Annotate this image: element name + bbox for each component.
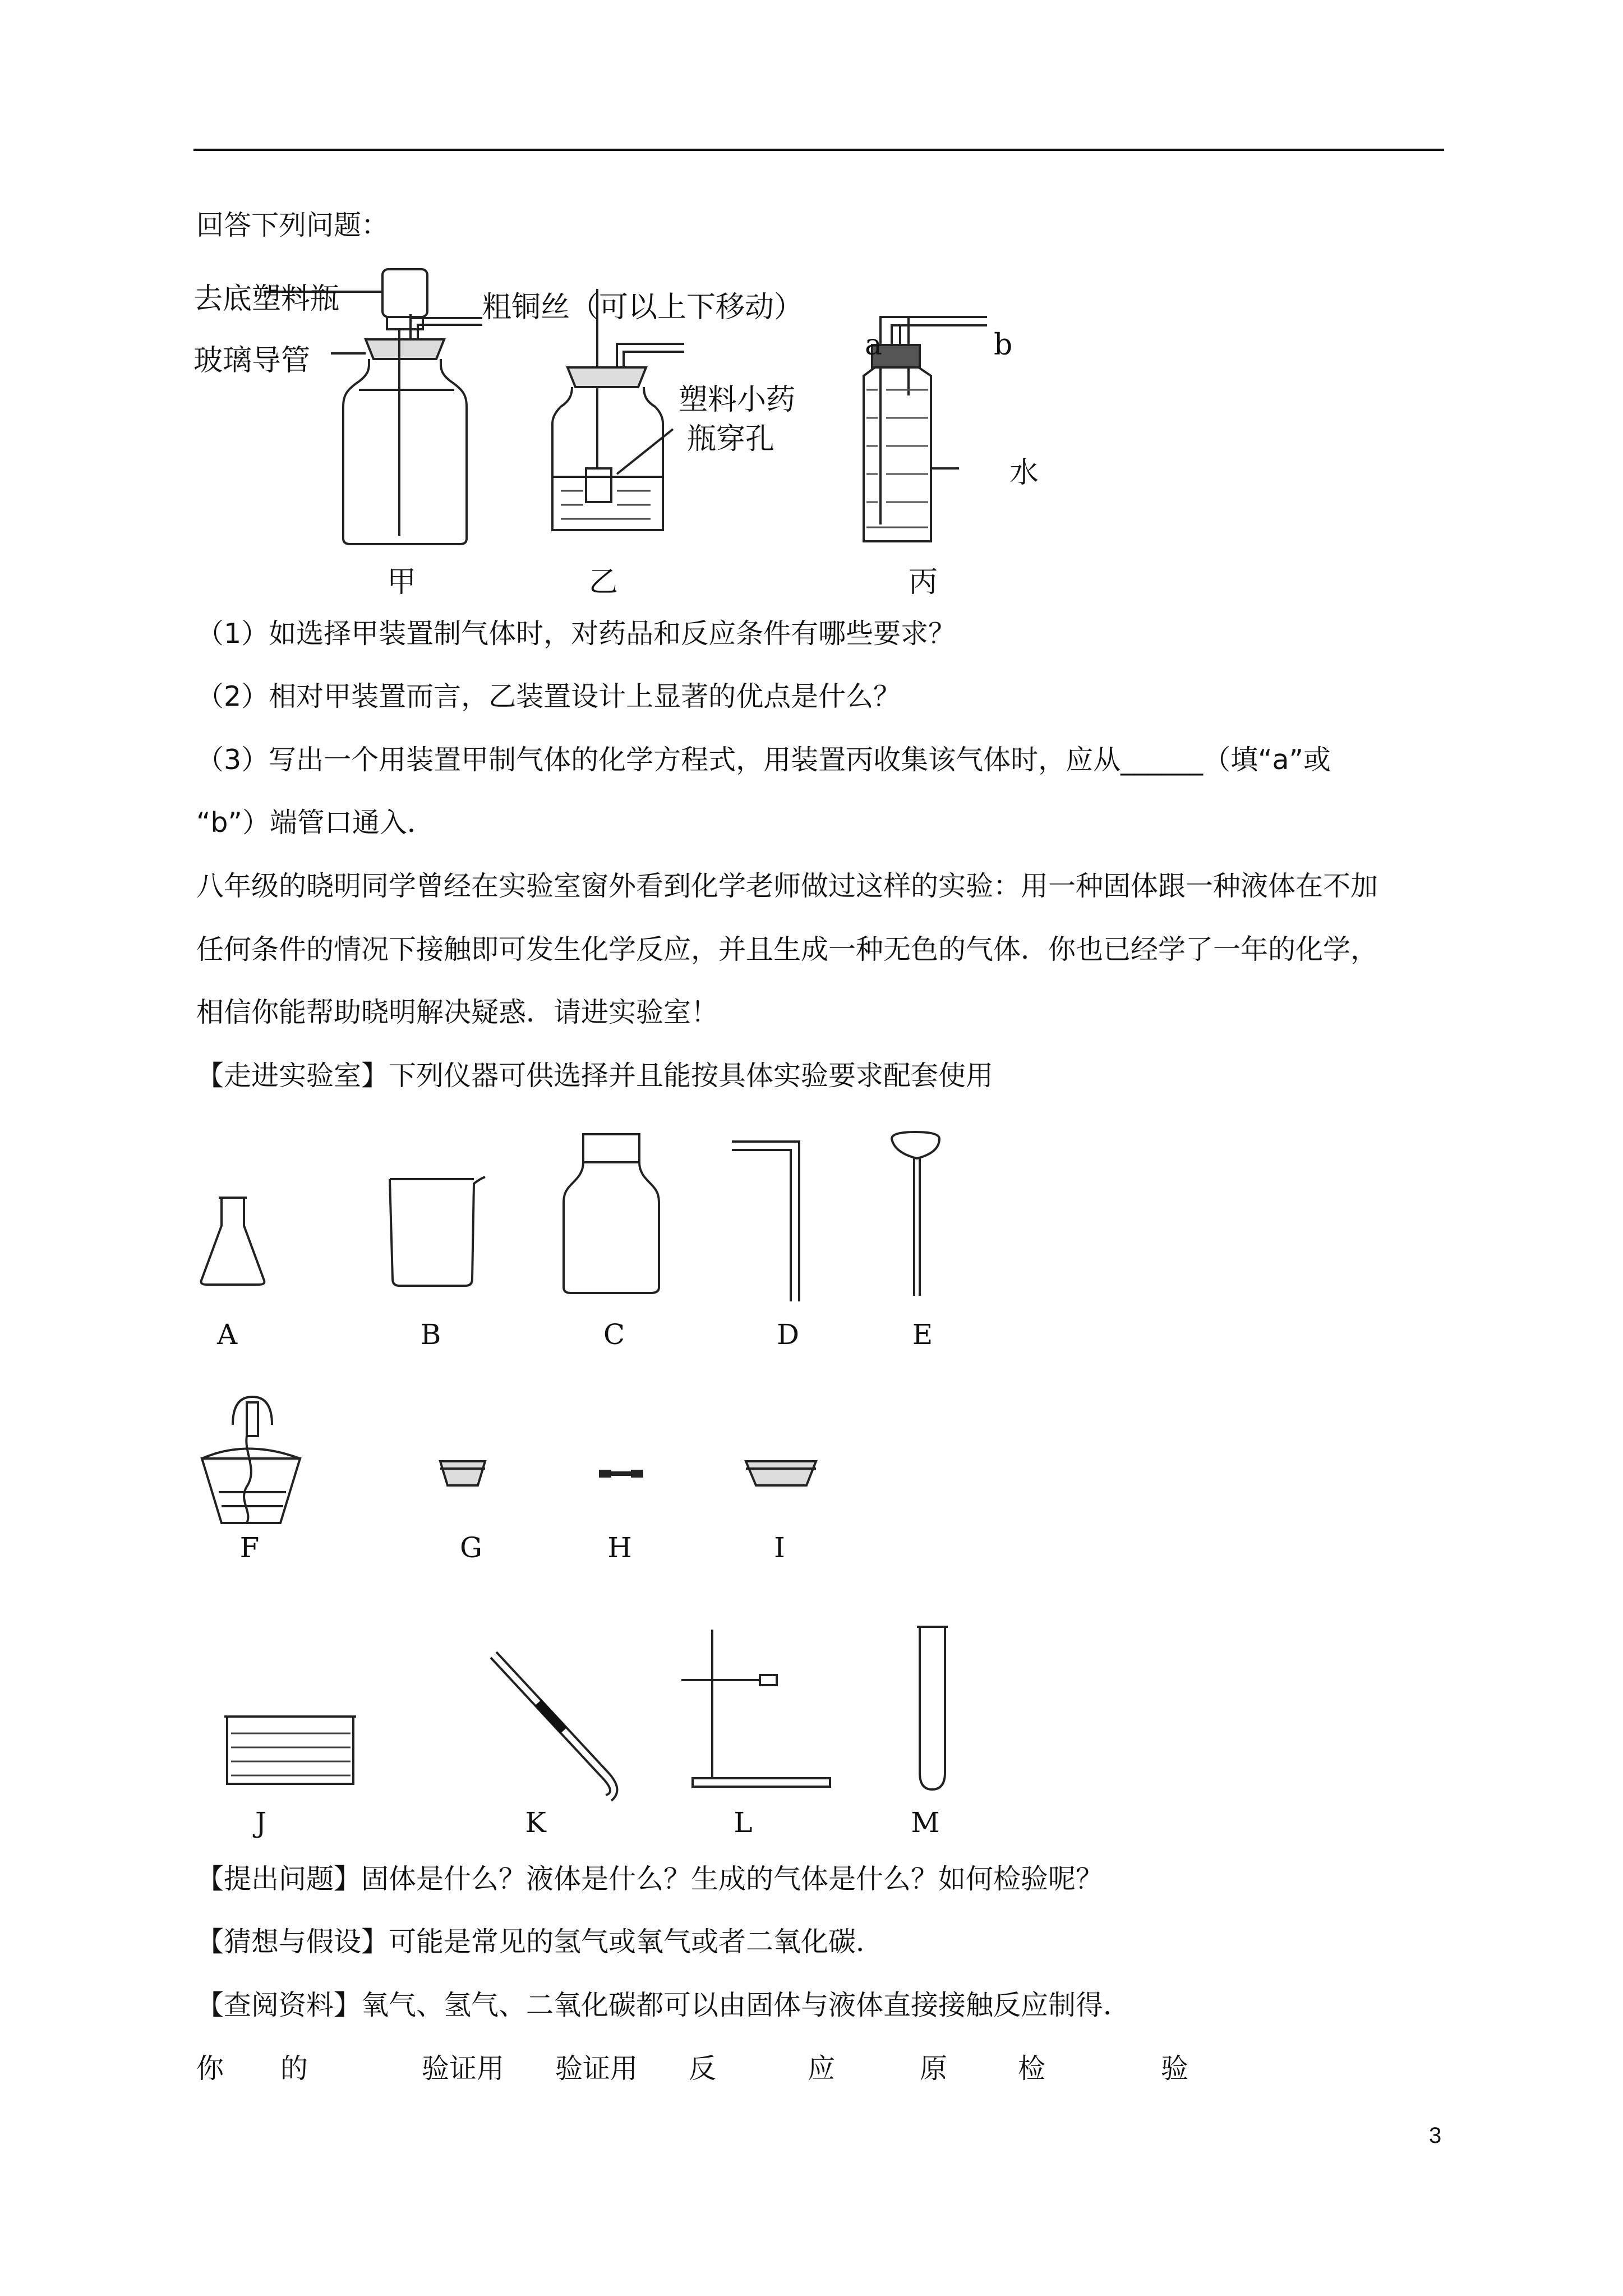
letter-b: B [420, 1318, 441, 1351]
letter-m: M [911, 1806, 940, 1839]
caption-jia: 甲 [387, 565, 417, 599]
apparatus-row-3 [191, 1616, 1032, 1818]
long-neck-funnel [892, 1132, 939, 1158]
apparatus-row-1 [191, 1128, 976, 1313]
caption-bing: 丙 [909, 565, 938, 599]
section-research: 【查阅资料】氧气、氢气、二氧化碳都可以由固体与液体直接接触反应制得． [196, 1989, 1131, 2021]
question-1: （1）如选择甲装置制气体时，对药品和反应条件有哪些要求？ [196, 618, 956, 650]
conical-flask [201, 1198, 265, 1285]
letter-g: G [460, 1531, 482, 1564]
letter-i: I [774, 1531, 785, 1564]
table-header-cell: 的 [280, 2053, 308, 2085]
caption-yi: 乙 [589, 565, 619, 599]
apparatus-row-2 [191, 1391, 864, 1537]
delivery-tube [491, 1658, 610, 1795]
letter-l: L [734, 1806, 753, 1839]
letter-a: A [216, 1318, 238, 1351]
lamp-handle [233, 1397, 272, 1425]
flask-yi [552, 387, 663, 530]
paragraph-line-1: 八年级的晓明同学曾经在实验室窗外看到化学老师做过这样的实验：用一种固体跟一种液体在不加 [196, 870, 1378, 902]
rubber-stopper-small [440, 1461, 485, 1485]
perforated-vial [586, 468, 611, 502]
table-header-cell: 你 [196, 2053, 224, 2085]
flask-jia [343, 359, 467, 544]
header-rule [193, 149, 1444, 151]
question-3: （3）写出一个用装置甲制气体的化学方程式，用装置丙收集该气体时，应从______（填“a”或 [196, 744, 1331, 776]
label-plastic-bottle: 去底塑料瓶 [193, 282, 340, 316]
label-copper-wire: 粗铜丝（可以上下移动） [482, 291, 804, 324]
letter-h: H [607, 1531, 632, 1564]
label-vial-1: 塑料小药 [679, 383, 796, 417]
section-question: 【提出问题】固体是什么？液体是什么？生成的气体是什么？如何检验呢？ [196, 1863, 1104, 1895]
paragraph-line-3: 相信你能帮助晓明解决疑惑．请进实验室！ [196, 996, 719, 1028]
stopper-yi [568, 367, 646, 387]
question-3-cont: “b”）端管口通入． [196, 807, 435, 839]
letter-k: K [525, 1806, 546, 1839]
table-header-cell: 验 [1161, 2053, 1189, 2085]
table-header-cell: 反 [689, 2053, 717, 2085]
plastic-bottle-top [382, 269, 427, 317]
label-water: 水 [1009, 456, 1039, 490]
paragraph-line-2: 任何条件的情况下接触即可发生化学反应，并且生成一种无色的气体．你也已经学了一年的化学， [196, 933, 1378, 965]
page-number: 3 [1429, 2123, 1442, 2148]
letter-j: J [255, 1806, 267, 1839]
bent-glass-tube [732, 1142, 799, 1301]
label-port-a: a [865, 328, 883, 362]
rubber-stopper-large [746, 1461, 816, 1485]
tube-rubber-section [538, 1703, 564, 1731]
table-header-cell: 原 [920, 2053, 948, 2085]
table-header-cell: 验证用 [555, 2053, 638, 2085]
letter-c: C [603, 1318, 625, 1351]
question-2: （2）相对甲装置而言，乙装置设计上显著的优点是什么？ [196, 680, 901, 712]
water-trough [227, 1717, 353, 1784]
letter-e: E [912, 1318, 933, 1351]
table-header-cell: 验证用 [422, 2053, 505, 2085]
gas-bottle [583, 1134, 639, 1162]
section-hypothesis: 【猜想与假设】可能是常见的氢气或氧气或者二氧化碳． [196, 1926, 884, 1958]
letter-d: D [776, 1318, 800, 1351]
enter-lab-heading: 【走进实验室】下列仪器可供选择并且能按具体实验要求配套使用 [196, 1060, 994, 1092]
table-header-cell: 应 [808, 2053, 836, 2085]
label-vial-2: 瓶穿孔 [687, 422, 775, 456]
beaker [390, 1177, 485, 1286]
rubber-connector [599, 1470, 643, 1478]
table-header-cell: 检 [1018, 2053, 1046, 2085]
stopper-jia [366, 339, 444, 359]
label-port-b: b [994, 328, 1013, 362]
intro-text: 回答下列问题： [196, 209, 389, 241]
test-tube [920, 1627, 945, 1789]
flask-bing [864, 367, 931, 541]
label-glass-tube: 玻璃导管 [193, 344, 311, 378]
letter-f: F [239, 1531, 260, 1564]
